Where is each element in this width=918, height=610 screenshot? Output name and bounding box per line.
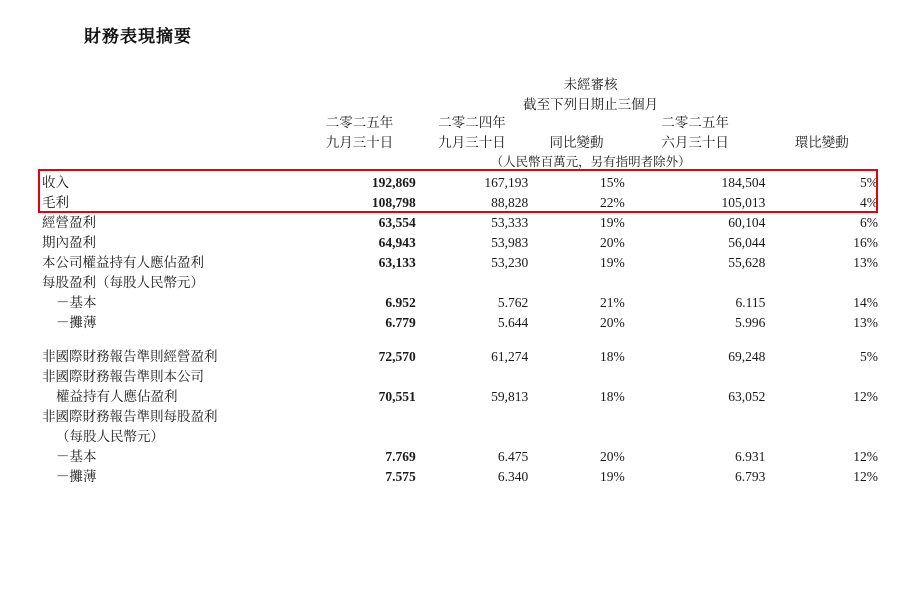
row-label: －基本 — [56, 449, 97, 465]
row-label: 非國際財務報告準則每股盈利 — [42, 409, 218, 425]
row-label: －基本 — [56, 295, 97, 311]
row-value-5 — [765, 425, 878, 445]
row-value-4 — [625, 271, 766, 291]
header-col-5-line2: 環比變動 — [794, 134, 849, 150]
row-value-2 — [416, 425, 529, 445]
table-row — [42, 425, 878, 445]
row-label: 期內盈利 — [42, 235, 96, 251]
row-value-4 — [625, 365, 766, 385]
header-row-unit — [42, 152, 878, 171]
table-row — [42, 385, 878, 405]
table-row — [42, 271, 878, 291]
row-value-5 — [765, 405, 878, 425]
row-spacer — [42, 331, 878, 345]
row-value-4: 55,628 — [728, 255, 766, 271]
row-value-4: 5.996 — [735, 315, 766, 331]
header-row-columns — [42, 113, 878, 152]
row-value-4: 6.115 — [735, 295, 766, 311]
row-value-1: 108,798 — [371, 195, 416, 211]
row-label: －攤薄 — [56, 469, 97, 485]
header-col-2 — [416, 113, 529, 152]
row-value-2: 59,813 — [491, 389, 529, 405]
row-value-1 — [303, 365, 416, 385]
header-row-period — [42, 93, 878, 113]
row-value-4: 60,104 — [728, 215, 766, 231]
row-value-3 — [528, 271, 624, 291]
table-row — [42, 445, 878, 465]
row-value-4: 56,044 — [728, 235, 766, 251]
table-row — [42, 331, 878, 345]
header-spacer-4 — [42, 152, 303, 171]
header-spacer-1 — [42, 73, 303, 93]
header-period: 截至下列日期止三個月 — [523, 97, 659, 112]
row-value-5 — [765, 365, 878, 385]
row-value-3: 20% — [600, 315, 625, 331]
table-row — [42, 465, 878, 485]
row-label: 非國際財務報告準則經營盈利 — [42, 349, 218, 365]
table-row — [42, 291, 878, 311]
header-col-4-line2: 六月三十日 — [661, 134, 729, 150]
row-value-2: 53,983 — [491, 235, 529, 251]
row-value-4: 69,248 — [728, 349, 766, 365]
row-label: 權益持有人應佔盈利 — [56, 389, 178, 405]
table-row — [42, 211, 878, 231]
row-value-1 — [303, 405, 416, 425]
row-value-2: 6.340 — [497, 469, 529, 485]
row-value-1 — [303, 425, 416, 445]
row-label: 毛利 — [42, 195, 69, 211]
table-row — [42, 231, 878, 251]
row-value-4: 6.793 — [735, 469, 766, 485]
row-value-5: 4% — [860, 195, 878, 211]
row-value-5 — [765, 271, 878, 291]
header-unit-note: （人民幣百萬元，另有指明者除外） — [490, 155, 691, 170]
row-value-1: 70,551 — [378, 389, 416, 405]
row-label: －攤薄 — [56, 315, 97, 331]
row-value-4: 184,504 — [625, 171, 766, 192]
table-row — [42, 311, 878, 331]
row-label: 本公司權益持有人應佔盈利 — [42, 255, 204, 271]
row-value-3: 20% — [600, 235, 625, 251]
financial-summary-table — [42, 73, 878, 485]
row-value-3: 15% — [528, 171, 624, 192]
table-row — [42, 365, 878, 385]
row-value-2: 53,333 — [491, 215, 529, 231]
row-value-5: 13% — [853, 315, 878, 331]
row-value-2: 61,274 — [491, 349, 529, 365]
row-label: 非國際財務報告準則本公司 — [42, 369, 204, 385]
row-value-3: 21% — [600, 295, 625, 311]
row-value-5: 5% — [765, 171, 878, 192]
row-value-4: 105,013 — [721, 195, 766, 211]
header-col-4 — [625, 113, 766, 152]
row-value-4: 6.931 — [735, 449, 766, 465]
row-value-1: 72,570 — [378, 349, 416, 365]
header-col-2-line2: 九月三十日 — [438, 134, 506, 150]
row-value-5: 12% — [853, 449, 878, 465]
table-row — [42, 171, 878, 192]
header-col-1 — [303, 113, 416, 152]
header-col-4-line1: 二零二五年 — [661, 115, 729, 130]
table-body — [42, 171, 878, 486]
row-value-2: 5.762 — [497, 295, 529, 311]
row-value-2 — [416, 271, 529, 291]
row-label: 收入 — [42, 171, 303, 192]
row-value-3 — [528, 405, 624, 425]
row-value-3: 19% — [600, 255, 625, 271]
row-value-5: 14% — [853, 295, 878, 311]
row-value-3: 18% — [600, 389, 625, 405]
header-col-3-line2: 同比變動 — [549, 134, 604, 150]
table-row — [42, 251, 878, 271]
row-value-1: 63,554 — [378, 215, 416, 231]
row-value-2: 167,193 — [416, 171, 529, 192]
row-value-4 — [625, 405, 766, 425]
row-value-4: 63,052 — [728, 389, 766, 405]
page-title: 財務表現摘要 — [84, 27, 192, 46]
row-value-5: 6% — [860, 215, 878, 231]
row-value-3: 22% — [600, 195, 625, 211]
row-label: 經營盈利 — [42, 215, 96, 231]
header-spacer-2 — [42, 93, 303, 113]
row-value-5: 5% — [860, 349, 878, 365]
row-value-1: 7.769 — [385, 449, 416, 465]
row-value-5: 13% — [853, 255, 878, 271]
row-value-1: 192,869 — [303, 171, 416, 192]
table-row — [42, 405, 878, 425]
row-value-3: 18% — [600, 349, 625, 365]
header-unaudited: 未經審核 — [563, 77, 618, 92]
row-value-2 — [416, 405, 529, 425]
table-row — [42, 345, 878, 365]
header-col-5 — [765, 113, 878, 152]
row-value-2: 5.644 — [497, 315, 529, 331]
row-value-5: 16% — [853, 235, 878, 251]
row-value-3 — [528, 365, 624, 385]
row-value-1: 6.779 — [385, 315, 416, 331]
row-value-3 — [528, 425, 624, 445]
row-value-3: 19% — [600, 215, 625, 231]
row-value-2: 53,230 — [491, 255, 529, 271]
row-value-5: 12% — [853, 389, 878, 405]
header-spacer-3 — [42, 113, 303, 152]
row-value-1: 63,133 — [378, 255, 416, 271]
row-value-3: 20% — [600, 449, 625, 465]
row-value-1: 6.952 — [385, 295, 416, 311]
row-value-2 — [416, 365, 529, 385]
header-col-1-line1: 二零二五年 — [325, 115, 394, 130]
row-value-1: 7.575 — [385, 469, 416, 485]
row-value-3: 19% — [600, 469, 625, 485]
header-col-1-line2: 九月三十日 — [325, 134, 394, 150]
row-label: （每股人民幣元） — [56, 429, 164, 445]
header-col-3 — [528, 113, 624, 152]
row-value-1 — [303, 271, 416, 291]
row-value-4 — [625, 425, 766, 445]
table-row — [42, 191, 878, 211]
row-value-2: 88,828 — [491, 195, 529, 211]
header-col-2-line1: 二零二四年 — [438, 115, 506, 130]
row-value-1: 64,943 — [378, 235, 416, 251]
row-value-2: 6.475 — [497, 449, 529, 465]
row-label: 每股盈利（每股人民幣元） — [42, 275, 204, 291]
row-value-5: 12% — [853, 469, 878, 485]
table-header — [42, 73, 878, 171]
header-row-unaudited — [42, 73, 878, 93]
